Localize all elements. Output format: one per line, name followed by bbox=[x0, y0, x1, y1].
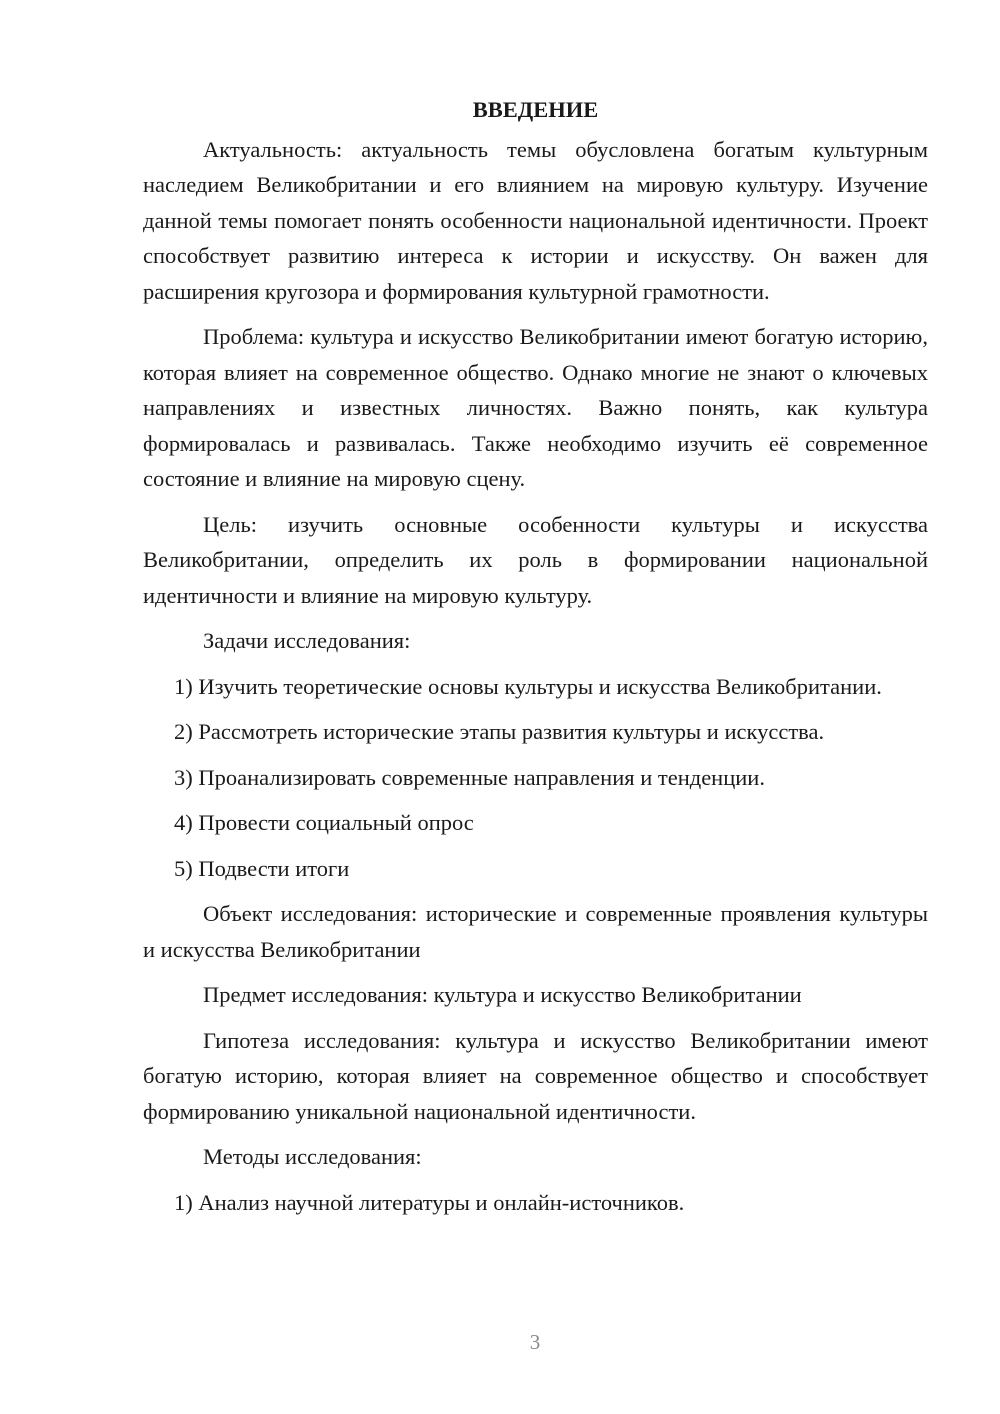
paragraph-object: Объект исследования: исторические и современные проявления культуры и искусства Великобритании bbox=[143, 901, 928, 962]
paragraph-methods-title: Методы исследования: bbox=[203, 1144, 422, 1169]
paragraph-problem: Проблема: культура и искусство Великобритании имеют богатую историю, которая влияет на современное общество. Однако многие не знают о ключевых направлениях и известных личностях. Важно понять, как культура формировалась и развивалась. Также необходимо изучить её современное состояние и влияние на мировую сцену. bbox=[143, 324, 928, 491]
paragraph-tasks-title: Задачи исследования: bbox=[203, 628, 411, 653]
paragraph-hypothesis: Гипотеза исследования: культура и искусство Великобритании имеют богатую историю, которая влияет на современное общество и способствует формированию уникальной национальной идентичности. bbox=[143, 1027, 928, 1124]
method-item-1: 1) Анализ научной литературы и онлайн-источников. bbox=[174, 1189, 685, 1215]
task-item-5: 5) Подвести итоги bbox=[174, 855, 350, 881]
paragraph-goal: Цель: изучить основные особенности культуры и искусства Великобритании, определить их роль в формировании национальной идентичности и влияние на мировую культуру. bbox=[143, 511, 928, 608]
section-heading: ВВЕДЕНИЕ bbox=[472, 97, 599, 122]
task-item-3: 3) Проанализировать современные направления и тенденции. bbox=[174, 764, 765, 790]
page-number: 3 bbox=[529, 1330, 541, 1354]
paragraph-subject: Предмет исследования: культура и искусство Великобритании bbox=[203, 982, 802, 1007]
task-item-4: 4) Провести социальный опрос bbox=[174, 810, 474, 835]
paragraph-relevance: Актуальность: актуальность темы обусловлена богатым культурным наследием Великобритании и его влиянием на мировую культуру. Изучение данной темы помогает понять особенности национальной идентичности. Проект способствует развитию интереса к истории и искусству. Он важен для расширения кругозора и формирования культурной грамотности. bbox=[143, 136, 928, 304]
task-item-2: 2) Рассмотреть исторические этапы развития культуры и искусства. bbox=[174, 719, 825, 744]
page-content bbox=[143, 92, 928, 1230]
task-item-1: 1) Изучить теоретические основы культуры и искусства Великобритании. bbox=[174, 673, 882, 699]
